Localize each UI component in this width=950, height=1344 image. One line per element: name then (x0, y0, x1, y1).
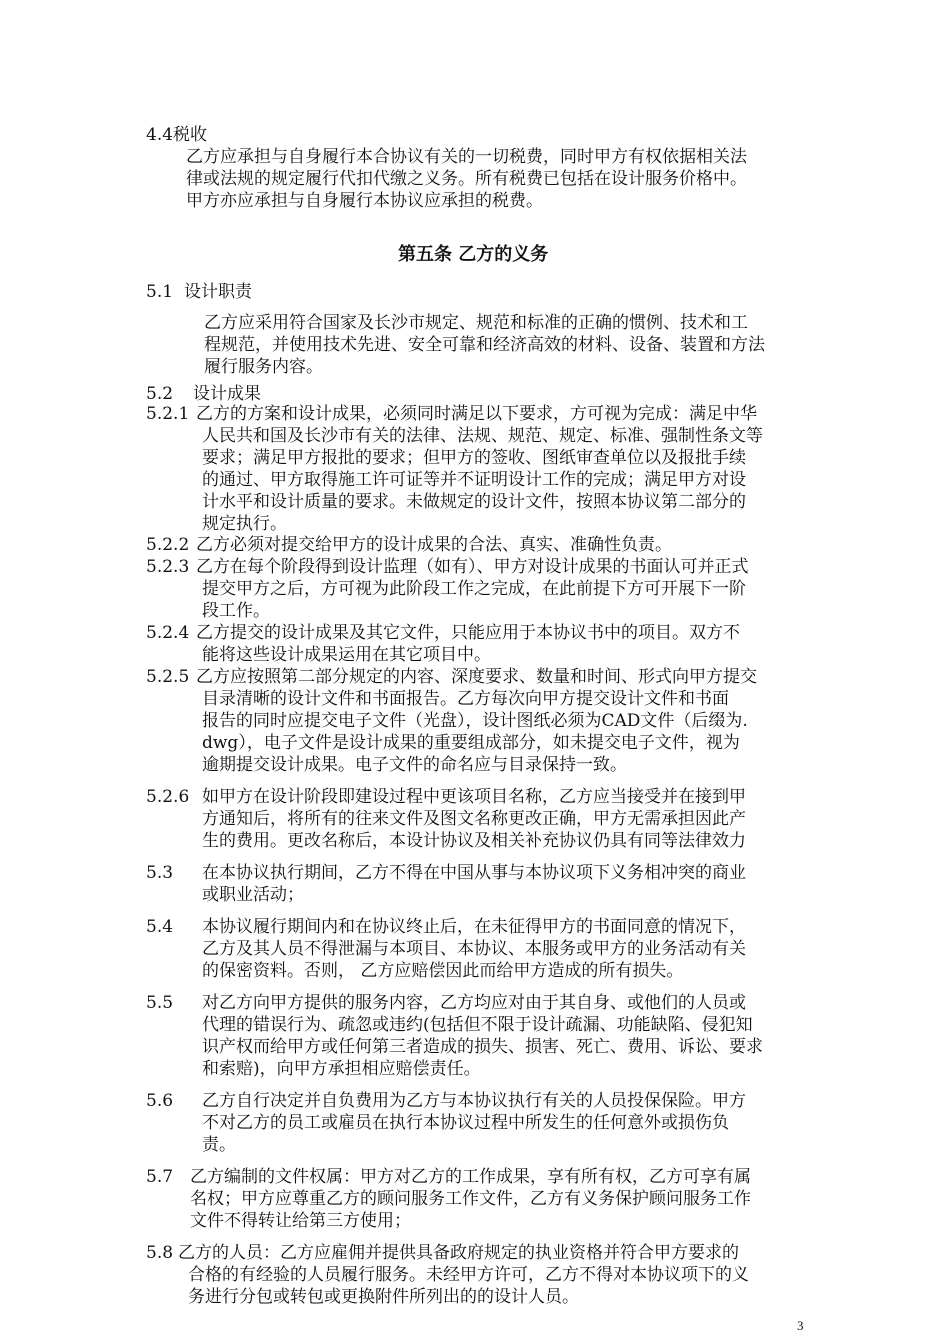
s5-4-line: 乙方及其人员不得泄漏与本项目、本协议、本服务或甲方的业务活动有关 (202, 939, 746, 959)
s5-2-title: 设计成果 (193, 384, 261, 404)
s5-1-line: 乙方应采用符合国家及长沙市规定、规范和标准的正确的惯例、技术和工 (204, 313, 748, 333)
s5-2-5-line: 乙方应按照第二部分规定的内容、深度要求、数量和时间、形式向甲方提交 (196, 667, 757, 687)
section-4-4-line: 甲方亦应承担与自身履行本协议应承担的税费。 (186, 191, 543, 211)
s5-4-number: 5.4 (146, 917, 174, 937)
s5-3-line: 在本协议执行期间，乙方不得在中国从事与本协议项下义务相冲突的商业 (202, 863, 746, 883)
s5-2-1-line: 计水平和设计质量的要求。未做规定的设计文件，按照本协议第二部分的 (202, 492, 746, 512)
s5-5-line: 代理的错误行为、疏忽或违约(包括但不限于设计疏漏、功能缺陷、侵犯知 (202, 1015, 753, 1035)
s5-7-line: 乙方编制的文件权属：甲方对乙方的工作成果，享有所有权，乙方可享有属 (190, 1167, 751, 1187)
section-4-4-line: 乙方应承担与自身履行本合协议有关的一切税费，同时甲方有权依据相关法 (186, 147, 747, 167)
s5-8-number: 5.8 (146, 1243, 174, 1263)
s5-8-line: 乙方的人员：乙方应雇佣并提供具备政府规定的执业资格并符合甲方要求的 (178, 1243, 739, 1263)
s5-1-title: 设计职责 (184, 282, 252, 302)
s5-3-line: 或职业活动； (202, 885, 304, 905)
s5-2-6-line: 方通知后，将所有的往来文件及图文名称更改正确，甲方无需承担因此产 (202, 809, 746, 829)
s5-2-6-line: 生的费用。更改名称后，本设计协议及相关补充协议仍具有同等法律效力 (202, 831, 746, 851)
s5-2-2-line: 乙方必须对提交给甲方的设计成果的合法、真实、准确性负责。 (196, 535, 672, 555)
s5-2-4-number: 5.2.4 (146, 623, 190, 643)
s5-1-line: 履行服务内容。 (204, 357, 323, 377)
s5-4-line: 本协议履行期间内和在协议终止后，在未征得甲方的书面同意的情况下， (202, 917, 746, 937)
s5-2-5-number: 5.2.5 (146, 667, 190, 687)
s5-5-line: 识产权而给甲方或任何第三者造成的损失、损害、死亡、费用、诉讼、要求 (202, 1037, 763, 1057)
s5-5-line: 对乙方向甲方提供的服务内容，乙方均应对由于其自身、或他们的人员或 (202, 993, 746, 1013)
s5-6-line: 不对乙方的员工或雇员在执行本协议过程中所发生的任何意外或损伤负 (202, 1113, 729, 1133)
s5-2-1-line: 的通过、甲方取得施工许可证等并不证明设计工作的完成；满足甲方对设 (202, 470, 746, 490)
s5-1-line: 程规范，并使用技术先进、安全可靠和经济高效的材料、设备、装置和方法 (204, 335, 765, 355)
s5-2-5-line: 目录清晰的设计文件和书面报告。乙方每次向甲方提交设计文件和书面 (202, 689, 729, 709)
s5-8-line: 合格的有经验的人员履行服务。未经甲方许可，乙方不得对本协议项下的义 (188, 1265, 749, 1285)
s5-7-number: 5.7 (146, 1167, 174, 1187)
s5-1-number: 5.1 (146, 282, 174, 302)
s5-2-2-number: 5.2.2 (146, 535, 190, 555)
s5-2-6-number: 5.2.6 (146, 787, 190, 807)
s5-2-4-line: 乙方提交的设计成果及其它文件，只能应用于本协议书中的项目。双方不 (196, 623, 740, 643)
s5-3-number: 5.3 (146, 863, 174, 883)
s5-2-3-line: 段工作。 (202, 601, 270, 621)
s5-2-6-line: 如甲方在设计阶段即建设过程中更该项目名称，乙方应当接受并在接到甲 (202, 787, 746, 807)
s5-2-number: 5.2 (146, 384, 174, 404)
s5-5-line: 和索赔)，向甲方承担相应赔偿责任。 (202, 1059, 481, 1079)
article-5-title: 第五条 乙方的义务 (398, 244, 549, 265)
s5-7-line: 名权；甲方应尊重乙方的顾问服务工作文件，乙方有义务保护顾问服务工作 (190, 1189, 751, 1209)
s5-2-1-line: 乙方的方案和设计成果，必须同时满足以下要求，方可视为完成：满足中华 (196, 404, 757, 424)
s5-2-3-line: 乙方在每个阶段得到设计监理（如有）、甲方对设计成果的书面认可并正式 (196, 557, 749, 577)
s5-6-line: 责。 (202, 1135, 236, 1155)
s5-2-5-line: 报告的同时应提交电子文件（光盘），设计图纸必须为CAD文件（后缀为. (202, 711, 748, 731)
s5-2-3-number: 5.2.3 (146, 557, 190, 577)
s5-2-5-line: 逾期提交设计成果。电子文件的命名应与目录保持一致。 (202, 755, 627, 775)
s5-6-number: 5.6 (146, 1091, 174, 1111)
page-number: 3 (797, 1318, 804, 1333)
s5-2-5-line: dwg），电子文件是设计成果的重要组成部分，如未提交电子文件，视为 (202, 733, 740, 753)
section-4-4-line: 律或法规的规定履行代扣代缴之义务。所有税费已包括在设计服务价格中。 (186, 169, 747, 189)
s5-6-line: 乙方自行决定并自负费用为乙方与本协议执行有关的人员投保保险。甲方 (202, 1091, 746, 1111)
s5-2-1-line: 要求；满足甲方报批的要求；但甲方的签收、图纸审查单位以及报批手续 (202, 448, 746, 468)
section-4-4-heading: 4.4税收 (146, 125, 208, 145)
s5-2-4-line: 能将这些设计成果运用在其它项目中。 (202, 645, 491, 665)
s5-2-1-number: 5.2.1 (146, 404, 190, 424)
s5-7-line: 文件不得转让给第三方使用； (190, 1211, 411, 1231)
s5-2-3-line: 提交甲方之后，方可视为此阶段工作之完成，在此前提下方可开展下一阶 (202, 579, 746, 599)
s5-8-line: 务进行分包或转包或更换附件所列出的的设计人员。 (188, 1287, 579, 1307)
s5-2-1-line: 规定执行。 (202, 514, 287, 534)
s5-2-1-line: 人民共和国及长沙市有关的法律、法规、规范、规定、标准、强制性条文等 (202, 426, 763, 446)
s5-4-line: 的保密资料。否则， 乙方应赔偿因此而给甲方造成的所有损失。 (202, 961, 684, 981)
s5-5-number: 5.5 (146, 993, 174, 1013)
